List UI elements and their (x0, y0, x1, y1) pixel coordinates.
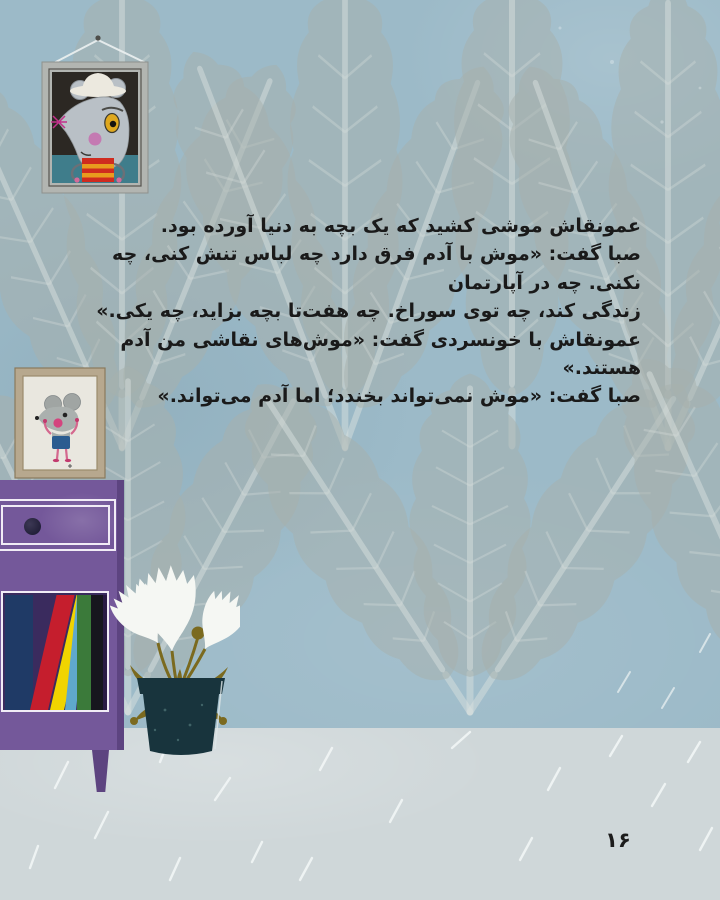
story-line: زندگی کند، چه توی سوراخ. چه هفت‌تا بچه بزاید، چه یکی.» (96, 300, 641, 323)
story-line: صبا گفت: «موش نمی‌تواند بخندد؛ اما آدم می‌تواند.» (157, 385, 641, 408)
flower-pot (137, 678, 225, 755)
page-number: ۱۶ (605, 828, 631, 852)
story-line: عمونقاش با خونسردی گفت: «موش‌های نقاشی من آدم هستند.» (120, 328, 641, 380)
white-flowers (110, 564, 240, 658)
purple-cabinet (0, 480, 117, 750)
drawer-panel-outline (1, 505, 110, 545)
framed-mouse-portrait (36, 28, 156, 198)
flower-bud (192, 627, 205, 640)
cabinet-drawer (0, 499, 116, 551)
striped-shirt (82, 158, 114, 182)
story-line: عمونقاش موشی کشید که یک بچه به دنیا آورده بود. (160, 215, 641, 237)
drawer-knob (24, 518, 41, 535)
book-navy (5, 595, 33, 710)
story-line: صبا گفت: «موش با آدم فرق دارد چه لباس تنش کنی، چه نکنی. چه در آپارتمان (112, 243, 641, 294)
cabinet-book-shelf (1, 591, 109, 712)
book-green (77, 595, 91, 710)
hanging-nail-and-string (48, 35, 148, 66)
story-text (63, 212, 641, 411)
potted-plant (110, 545, 240, 760)
book-violet (103, 595, 108, 710)
